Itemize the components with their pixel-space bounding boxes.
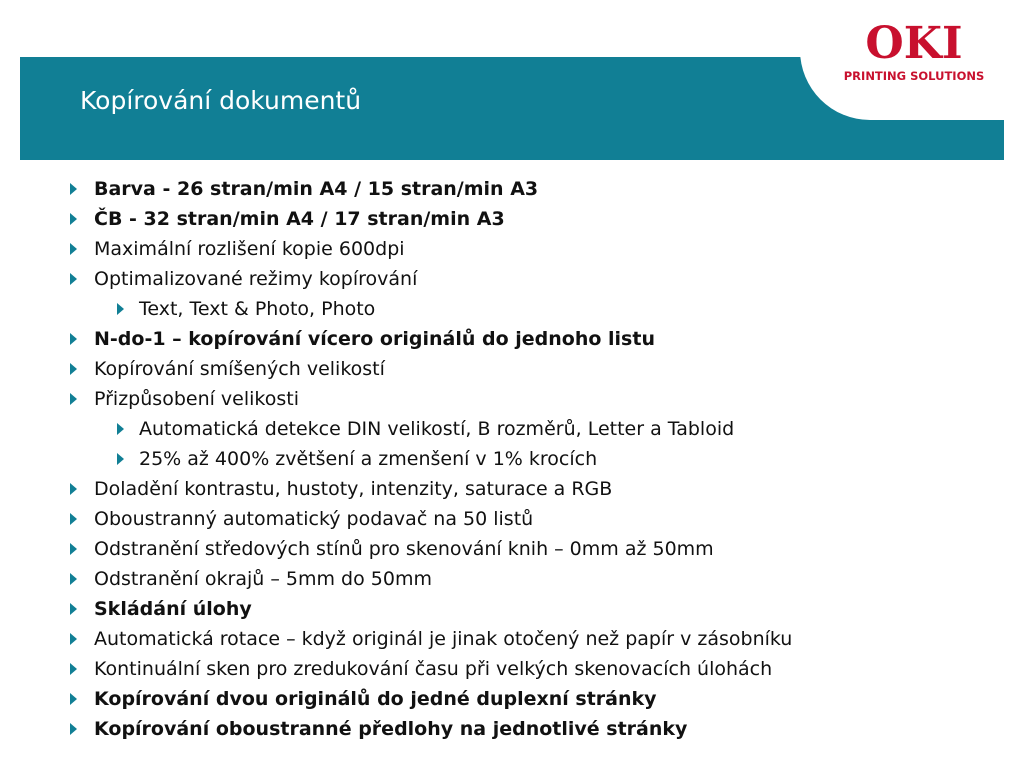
triangle-bullet-icon (70, 513, 77, 525)
logo-brand: OKI (865, 20, 963, 69)
bullet-list (0, 174, 1024, 744)
triangle-bullet-icon (70, 333, 77, 345)
bullet-text: Barva - 26 stran/min A4 / 15 stran/min A3 (94, 178, 539, 200)
bullet-text: Kopírování smíšených velikostí (94, 358, 385, 380)
bullet-item (0, 234, 1024, 264)
bullet-text: Maximální rozlišení kopie 600dpi (94, 238, 405, 260)
logo-tagline: PRINTING SOLUTIONS (843, 69, 985, 83)
bullet-text: 25% až 400% zvětšení a zmenšení v 1% krocích (139, 448, 598, 470)
sub-bullet-item (0, 414, 1024, 444)
bullet-item (0, 534, 1024, 564)
triangle-bullet-icon (70, 393, 77, 405)
bullet-item (0, 594, 1024, 624)
triangle-bullet-icon (70, 573, 77, 585)
bullet-item (0, 204, 1024, 234)
bullet-text: Kopírování dvou originálů do jedné duplexní stránky (94, 688, 657, 710)
bullet-item (0, 384, 1024, 414)
bullet-text: Automatická rotace – když originál je jinak otočený než papír v zásobníku (94, 628, 793, 650)
bullet-item (0, 714, 1024, 744)
bullet-text: ČB - 32 stran/min A4 / 17 stran/min A3 (94, 208, 505, 230)
bullet-text: Přizpůsobení velikosti (94, 388, 299, 410)
triangle-bullet-icon (70, 603, 77, 615)
bullet-item (0, 174, 1024, 204)
bullet-item (0, 474, 1024, 504)
triangle-bullet-icon (70, 243, 77, 255)
bullet-item (0, 324, 1024, 354)
bullet-item (0, 564, 1024, 594)
triangle-bullet-icon (70, 543, 77, 555)
bullet-item (0, 264, 1024, 294)
sub-bullet-item (0, 444, 1024, 474)
bullet-item (0, 684, 1024, 714)
bullet-text: Odstranění středových stínů pro skenování knih – 0mm až 50mm (94, 538, 714, 560)
bullet-text: N-do-1 – kopírování vícero originálů do jednoho listu (94, 328, 655, 350)
triangle-bullet-icon (117, 423, 124, 435)
triangle-bullet-icon (70, 663, 77, 675)
triangle-bullet-icon (117, 303, 124, 315)
bullet-text: Oboustranný automatický podavač na 50 listů (94, 508, 534, 530)
oki-logo-graphic (840, 20, 988, 92)
sub-bullet-item (0, 294, 1024, 324)
bullet-text: Skládání úlohy (94, 598, 252, 620)
triangle-bullet-icon (70, 483, 77, 495)
bullet-text: Text, Text & Photo, Photo (139, 298, 376, 320)
bullet-text: Odstranění okrajů – 5mm do 50mm (94, 568, 432, 590)
triangle-bullet-icon (70, 363, 77, 375)
triangle-bullet-icon (70, 633, 77, 645)
bullet-text: Optimalizované režimy kopírování (94, 268, 418, 290)
triangle-bullet-icon (70, 693, 77, 705)
bullet-text: Doladění kontrastu, hustoty, intenzity, saturace a RGB (94, 478, 613, 500)
bullet-text: Kontinuální sken pro zredukování času při velkých skenovacích úlohách (94, 658, 773, 680)
triangle-bullet-icon (70, 183, 77, 195)
bullet-text: Automatická detekce DIN velikostí, B rozměrů, Letter a Tabloid (139, 418, 735, 440)
bullet-item (0, 354, 1024, 384)
bullet-item (0, 624, 1024, 654)
slide-title: Kopírování dokumentů (80, 86, 362, 115)
triangle-bullet-icon (70, 213, 77, 225)
bullet-item (0, 504, 1024, 534)
bullet-item (0, 654, 1024, 684)
triangle-bullet-icon (70, 273, 77, 285)
bullet-text: Kopírování oboustranné předlohy na jednotlivé stránky (94, 718, 688, 740)
triangle-bullet-icon (70, 723, 77, 735)
oki-logo (840, 20, 988, 92)
triangle-bullet-icon (117, 453, 124, 465)
